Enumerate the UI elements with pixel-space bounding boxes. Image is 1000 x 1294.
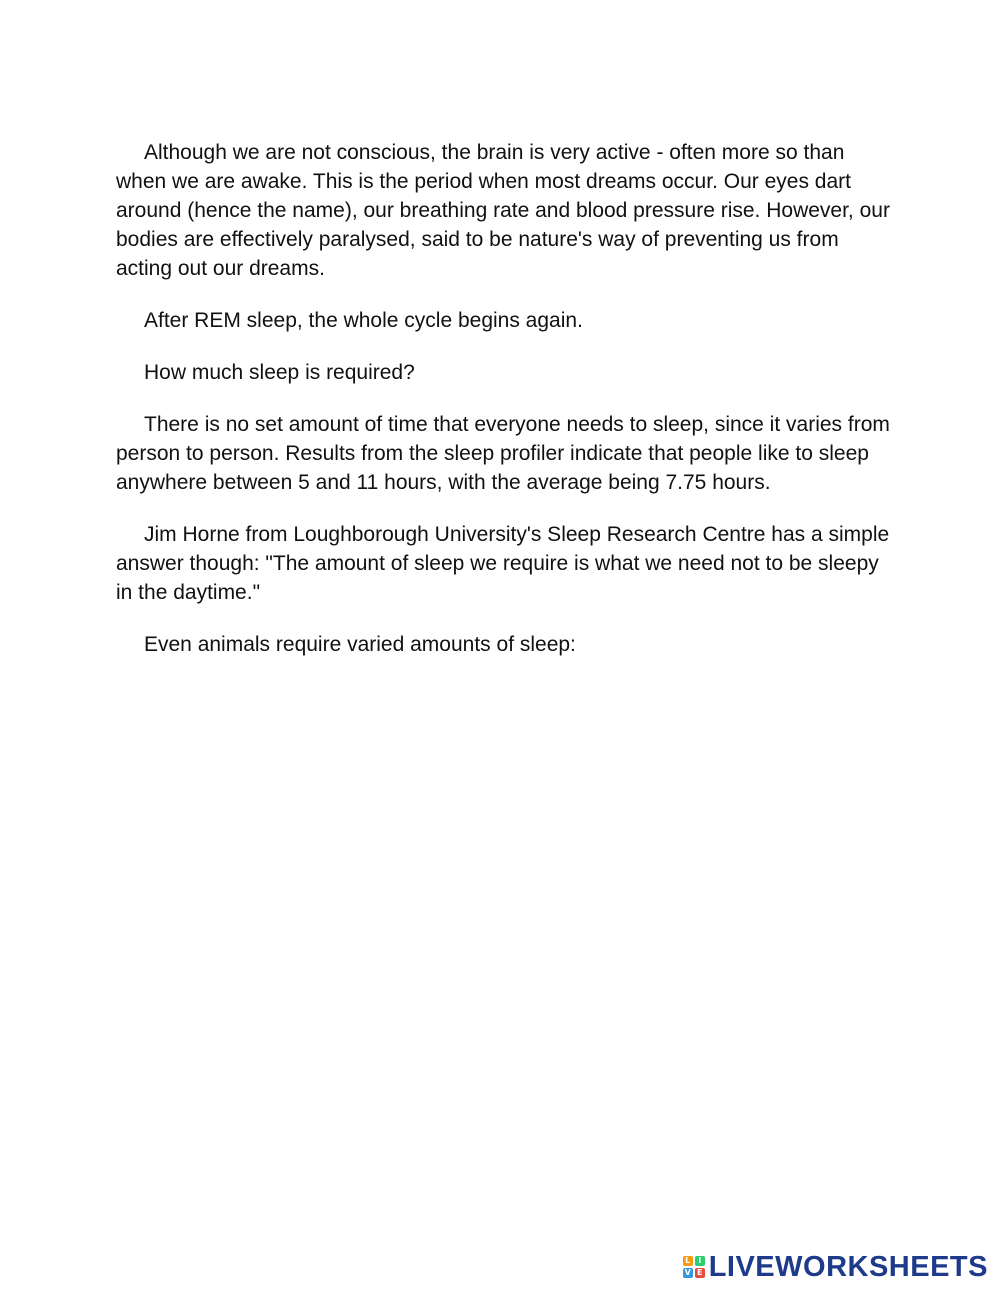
document-body bbox=[116, 138, 891, 682]
paragraph-rem-sleep: Although we are not conscious, the brain is very active - often more so than when we are awake. This is the period when most dreams occur. Our eyes dart around (hence the name), our breathing rate and blood pressure rise. However, our bodies are effectively paralysed, said to be nature's way of preventing us from acting out our dreams. bbox=[116, 141, 890, 280]
paragraph-animals-sleep: Even animals require varied amounts of sleep: bbox=[144, 633, 576, 656]
paragraph-cycle-again: After REM sleep, the whole cycle begins again. bbox=[144, 309, 583, 332]
paragraph-question-heading: How much sleep is required? bbox=[144, 361, 415, 384]
logo-cell-i: I bbox=[695, 1256, 705, 1266]
logo-cell-v: V bbox=[684, 1268, 691, 1277]
logo-mark-icon bbox=[683, 1256, 705, 1278]
paragraph-jim-horne-quote: Jim Horne from Loughborough University's Sleep Research Centre has a simple answer though: "The amount of sleep we require is what we need not to be sleepy in the daytime." bbox=[116, 523, 890, 604]
logo-cell-l: L bbox=[683, 1256, 693, 1266]
liveworksheets-logo bbox=[683, 1252, 988, 1282]
logo-wordmark: LIVEWORKSHEETS bbox=[708, 1251, 988, 1283]
paragraph-sleep-amount: There is no set amount of time that everyone needs to sleep, since it varies from person to person. Results from the sleep profiler indicate that people like to sleep anywhere between 5 and 11 hours, with the average being 7.75 hours. bbox=[116, 413, 890, 494]
logo-cell-e: E bbox=[695, 1268, 705, 1278]
